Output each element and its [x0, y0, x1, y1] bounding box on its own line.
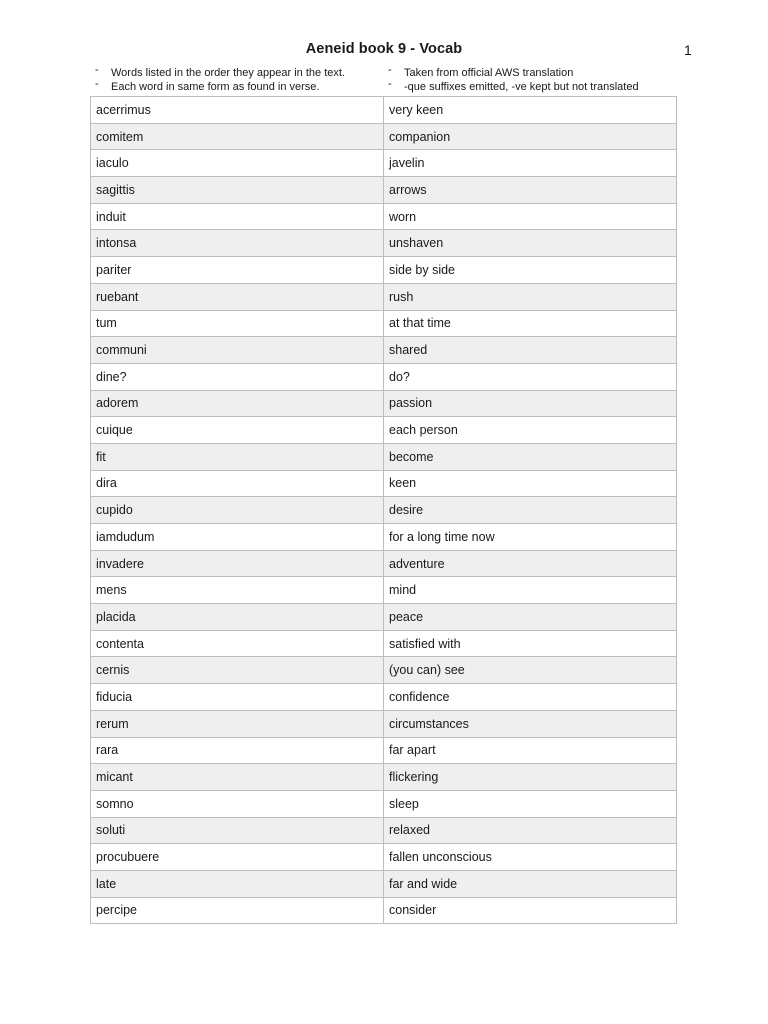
latin-word-cell: dira: [91, 470, 384, 497]
english-translation-cell: become: [384, 443, 677, 470]
latin-word-cell: procubuere: [91, 844, 384, 871]
latin-word-cell: adorem: [91, 390, 384, 417]
latin-word-cell: induit: [91, 203, 384, 230]
latin-word-cell: fit: [91, 443, 384, 470]
latin-word-cell: intonsa: [91, 230, 384, 257]
table-row: [91, 470, 677, 497]
note-text: Each word in same form as found in verse.: [111, 81, 320, 93]
latin-word-cell: mens: [91, 577, 384, 604]
note-text: -que suffixes emitted, -ve kept but not translated: [404, 81, 639, 93]
table-row: [91, 230, 677, 257]
latin-word-cell: micant: [91, 764, 384, 791]
vocab-table: [90, 96, 677, 924]
english-translation-cell: adventure: [384, 550, 677, 577]
latin-word-cell: comitem: [91, 123, 384, 150]
notes-right: [388, 66, 639, 94]
table-row: [91, 790, 677, 817]
english-translation-cell: for a long time now: [384, 524, 677, 551]
table-row: [91, 897, 677, 924]
english-translation-cell: flickering: [384, 764, 677, 791]
notes-left: [95, 66, 345, 94]
english-translation-cell: passion: [384, 390, 677, 417]
english-translation-cell: mind: [384, 577, 677, 604]
english-translation-cell: very keen: [384, 97, 677, 124]
english-translation-cell: fallen unconscious: [384, 844, 677, 871]
latin-word-cell: somno: [91, 790, 384, 817]
bullet-dash: -: [388, 78, 392, 90]
table-row: [91, 310, 677, 337]
note-text: Taken from official AWS translation: [404, 67, 574, 79]
latin-word-cell: rara: [91, 737, 384, 764]
english-translation-cell: relaxed: [384, 817, 677, 844]
latin-word-cell: cernis: [91, 657, 384, 684]
note-item: [95, 66, 345, 80]
english-translation-cell: shared: [384, 337, 677, 364]
english-translation-cell: sleep: [384, 790, 677, 817]
table-row: [91, 203, 677, 230]
bullet-dash: -: [95, 78, 99, 90]
table-row: [91, 150, 677, 177]
english-translation-cell: rush: [384, 283, 677, 310]
latin-word-cell: pariter: [91, 257, 384, 284]
table-row: [91, 737, 677, 764]
table-row: [91, 630, 677, 657]
latin-word-cell: late: [91, 870, 384, 897]
table-row: [91, 870, 677, 897]
table-row: [91, 443, 677, 470]
table-row: [91, 577, 677, 604]
english-translation-cell: unshaven: [384, 230, 677, 257]
english-translation-cell: companion: [384, 123, 677, 150]
latin-word-cell: ruebant: [91, 283, 384, 310]
english-translation-cell: side by side: [384, 257, 677, 284]
english-translation-cell: each person: [384, 417, 677, 444]
table-row: [91, 684, 677, 711]
latin-word-cell: invadere: [91, 550, 384, 577]
note-text: Words listed in the order they appear in the text.: [111, 67, 345, 79]
latin-word-cell: fiducia: [91, 684, 384, 711]
english-translation-cell: satisfied with: [384, 630, 677, 657]
table-row: [91, 604, 677, 631]
table-row: [91, 550, 677, 577]
english-translation-cell: confidence: [384, 684, 677, 711]
table-row: [91, 177, 677, 204]
english-translation-cell: at that time: [384, 310, 677, 337]
english-translation-cell: javelin: [384, 150, 677, 177]
english-translation-cell: consider: [384, 897, 677, 924]
english-translation-cell: (you can) see: [384, 657, 677, 684]
page-title: Aeneid book 9 - Vocab: [305, 41, 463, 57]
table-row: [91, 764, 677, 791]
table-row: [91, 97, 677, 124]
latin-word-cell: percipe: [91, 897, 384, 924]
page-number: 1: [684, 42, 692, 58]
table-row: [91, 337, 677, 364]
latin-word-cell: acerrimus: [91, 97, 384, 124]
latin-word-cell: soluti: [91, 817, 384, 844]
latin-word-cell: rerum: [91, 710, 384, 737]
table-row: [91, 390, 677, 417]
latin-word-cell: iaculo: [91, 150, 384, 177]
english-translation-cell: desire: [384, 497, 677, 524]
table-row: [91, 817, 677, 844]
note-item: [95, 80, 345, 94]
bullet-dash: -: [388, 64, 392, 76]
latin-word-cell: contenta: [91, 630, 384, 657]
table-row: [91, 363, 677, 390]
english-translation-cell: far apart: [384, 737, 677, 764]
table-row: [91, 657, 677, 684]
note-item: [388, 80, 639, 94]
latin-word-cell: tum: [91, 310, 384, 337]
latin-word-cell: placida: [91, 604, 384, 631]
english-translation-cell: worn: [384, 203, 677, 230]
note-item: [388, 66, 639, 80]
english-translation-cell: peace: [384, 604, 677, 631]
table-row: [91, 710, 677, 737]
latin-word-cell: iamdudum: [91, 524, 384, 551]
english-translation-cell: do?: [384, 363, 677, 390]
vocab-table-body: [91, 97, 677, 924]
table-row: [91, 417, 677, 444]
table-row: [91, 123, 677, 150]
table-row: [91, 497, 677, 524]
bullet-dash: -: [95, 64, 99, 76]
latin-word-cell: dine?: [91, 363, 384, 390]
table-row: [91, 257, 677, 284]
latin-word-cell: cuique: [91, 417, 384, 444]
english-translation-cell: keen: [384, 470, 677, 497]
english-translation-cell: circumstances: [384, 710, 677, 737]
english-translation-cell: arrows: [384, 177, 677, 204]
latin-word-cell: communi: [91, 337, 384, 364]
english-translation-cell: far and wide: [384, 870, 677, 897]
table-row: [91, 524, 677, 551]
latin-word-cell: sagittis: [91, 177, 384, 204]
table-row: [91, 283, 677, 310]
latin-word-cell: cupido: [91, 497, 384, 524]
table-row: [91, 844, 677, 871]
